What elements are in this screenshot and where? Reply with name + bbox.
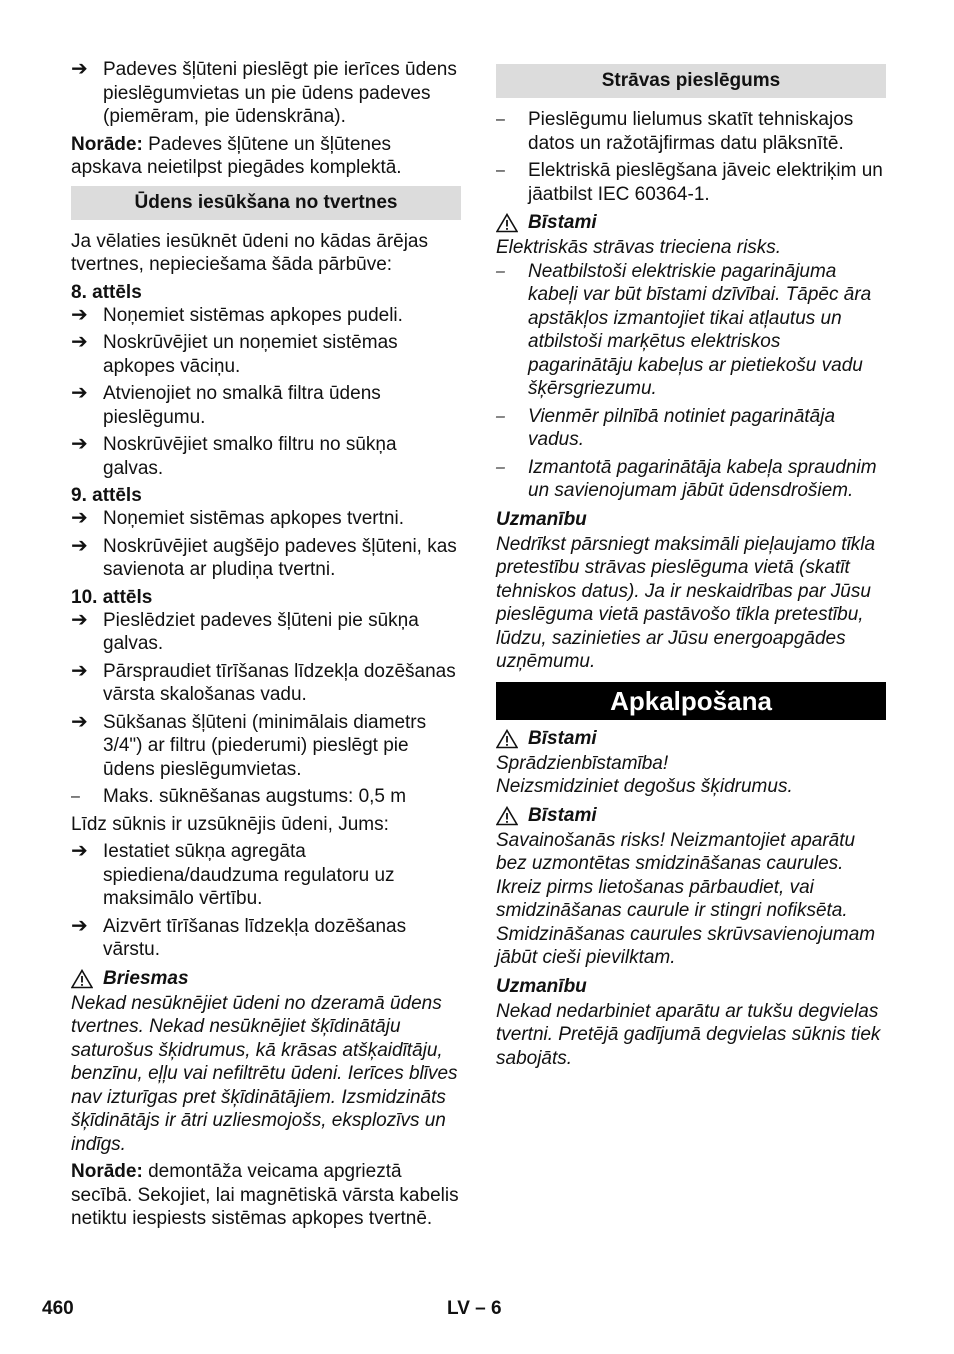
step-connect-hose: ➔ Padeves šļūteni pieslēgt pie ierīces ūdens pieslēgumvietas un pie ūdens padeves (piemēram, pie ūdenskrāna). — [71, 58, 457, 127]
arrow-right-icon: ➔ — [71, 659, 88, 682]
dash-item: – Elektriskā pieslēgšana jāveic elektriķim un jāatbilst IEC 60364-1. — [496, 160, 883, 205]
step-item: ➔ Atvienojiet no smalkā filtra ūdens pieslēgumu. — [71, 382, 381, 428]
note-supply: Norāde: Padeves šļūtene un šļūtenes apskava neietilpst piegādes komplektā. — [71, 133, 402, 178]
warning-triangle-icon — [496, 213, 518, 233]
arrow-right-icon: ➔ — [71, 303, 88, 326]
dash-bullet: – — [496, 111, 505, 128]
dash-bullet: – — [496, 262, 505, 280]
arrow-right-icon: ➔ — [71, 433, 88, 455]
caution-heading: Uzmanību — [496, 508, 587, 530]
dash-bullet: – — [496, 407, 505, 425]
warning-intro: Elektriskās strāvas trieciena risks. — [496, 237, 782, 258]
step-item: ➔ Noskrūvējiet un noņemiet sistēmas apkopes vāciņu. — [71, 331, 398, 377]
dash-item: – Maks. sūknēšanas augstums: 0,5 m — [71, 786, 407, 807]
caution-text: Nedrīkst pārsniegt maksimāli pieļaujamo tīkla pretestību strāvas pieslēguma vietā (skatīt tehniskos datus). Ja ir neskaidrības par Jūsu pieslēguma vietā pastāvošo tīkla pretestību, lūdzu, sazinieties ar Jūsu energoapgādes uzņēmumu. — [496, 533, 876, 672]
arrow-right-icon: ➔ — [71, 608, 88, 631]
warning-heading: Briesmas — [71, 966, 461, 992]
page-number: 460 — [42, 1298, 74, 1319]
figure-8-label: 8. attēls — [71, 281, 142, 303]
step-item: ➔ Noskrūvējiet smalko filtru no sūkņa galvas. — [71, 433, 397, 479]
dash-item: – Vienmēr pilnībā notiniet pagarinātāja vadus. — [496, 405, 836, 450]
arrow-right-icon: ➔ — [71, 710, 88, 733]
step-item: ➔ Pārspraudiet tīrīšanas līdzekļa dozēšanas vārsta skalošanas vadu. — [71, 659, 456, 705]
warning-triangle-icon — [496, 806, 518, 826]
warning-heading: Bīstami — [496, 803, 886, 829]
figure-9-label: 9. attēls — [71, 485, 142, 506]
arrow-right-icon: ➔ — [71, 840, 88, 862]
caution-heading: Uzmanību — [496, 975, 587, 997]
left-column — [71, 58, 461, 1231]
dash-bullet: – — [496, 458, 505, 476]
dash-item: – Pieslēgumu lielumus skatīt tehniskajos datos un ražotājfirmas datu plāksnītē. — [496, 109, 854, 154]
section-title-power: Strāvas pieslēgums — [496, 64, 886, 98]
warning-heading: Bīstami — [496, 210, 886, 236]
until-text: Līdz sūknis ir uzsūknējis ūdeni, Jums: — [71, 813, 389, 835]
warning-text: Nekad nesūknējiet ūdeni no dzeramā ūdens tvertnes. Nekad nesūknējiet šķīdinātāju saturošus šķidrumus, kā krāsas atšķaidītāju, benzīnu, eļļu vai nefiltrētu ūdeni. Ierīces blīves nav izturīgas pret šķīdinātājiem. Izsmidzināts šķīdinātājs ir ātri uzliesmojošs, eksplozīvs un indīgs. — [71, 992, 458, 1155]
arrow-right-icon: ➔ — [71, 507, 88, 529]
dash-bullet: – — [71, 788, 80, 805]
dash-item: – Izmantotā pagarinātāja kabeļa spraudnim un savienojumam jābūt ūdensdrošiem. — [496, 456, 877, 501]
arrow-right-icon: ➔ — [71, 331, 88, 353]
language-page-label: LV – 6 — [447, 1298, 502, 1319]
warning-triangle-icon — [496, 729, 518, 749]
step-item: ➔ Noņemiet sistēmas apkopes pudeli. — [71, 303, 403, 326]
dash-bullet: – — [496, 162, 505, 179]
figure-10-label: 10. attēls — [71, 586, 153, 608]
step-item: ➔ Iestatiet sūkņa agregāta spiediena/daudzuma regulatoru uz maksimālo vērtību. — [71, 840, 395, 909]
warning-line: Neizsmidziniet degošus šķidrumus. — [496, 776, 793, 797]
dash-item: – Neatbilstoši elektriskie pagarinājuma kabeļi var būt bīstami dzīvībai. Tāpēc āra apstākļos izmantojiet tikai atļautus un atbilstoši marķētus elektriskos pagarinātāju kabeļus ar pietiekošu vadu šķērsgriezumu. — [496, 260, 872, 399]
caution-text: Nekad nedarbiniet aparātu ar tukšu degvielas tvertni. Pretējā gadījumā degvielas sūknis tiek sabojāts. — [496, 1000, 881, 1069]
arrow-right-icon: ➔ — [71, 58, 88, 80]
warning-heading: Bīstami — [496, 726, 886, 752]
chapter-title: Apkalpošana — [496, 682, 886, 720]
arrow-right-icon: ➔ — [71, 534, 88, 557]
section-title-water-suction: Ūdens iesūkšana no tvertnes — [71, 186, 461, 220]
section-intro: Ja vēlaties iesūknēt ūdeni no kādas ārējas tvertnes, nepieciešama šāda pārbūve: — [71, 230, 429, 275]
step-item: ➔ Sūkšanas šļūteni (minimālais diametrs 3/4") ar filtru (piederumi) pieslēgt pie ūdens pieslēgumvietas. — [71, 710, 427, 780]
step-item: ➔ Noskrūvējiet augšējo padeves šļūteni, kas savienota ar pludiņa tvertni. — [71, 534, 457, 580]
step-item: ➔ Pieslēdziet padeves šļūteni pie sūkņa galvas. — [71, 608, 419, 654]
warning-line: Sprādzienbīstamība! — [496, 752, 669, 774]
step-item: ➔ Noņemiet sistēmas apkopes tvertni. — [71, 507, 404, 529]
warning-text: Savainošanās risks! Neizmantojiet aparātu bez uzmontētas smidzināšanas caurules. Ikreiz pirms lietošanas pārbaudiet, vai smidzināšanas caurule ir stingri nofiksēta. Smidzināšanas caurules skrūvsavienojumam jābūt cieši pievilktam. — [496, 829, 876, 968]
arrow-right-icon: ➔ — [71, 914, 88, 937]
step-item: ➔ Aizvērt tīrīšanas līdzekļa dozēšanas vārstu. — [71, 914, 407, 960]
warning-triangle-icon — [71, 969, 93, 989]
right-column — [496, 58, 886, 1070]
note-disassembly: Norāde: demontāža veicama apgrieztā secībā. Sekojiet, lai magnētiskā vārsta kabelis netiktu iespiests sistēmas apkopes tvertnē. — [71, 1161, 459, 1229]
arrow-right-icon: ➔ — [71, 382, 88, 404]
